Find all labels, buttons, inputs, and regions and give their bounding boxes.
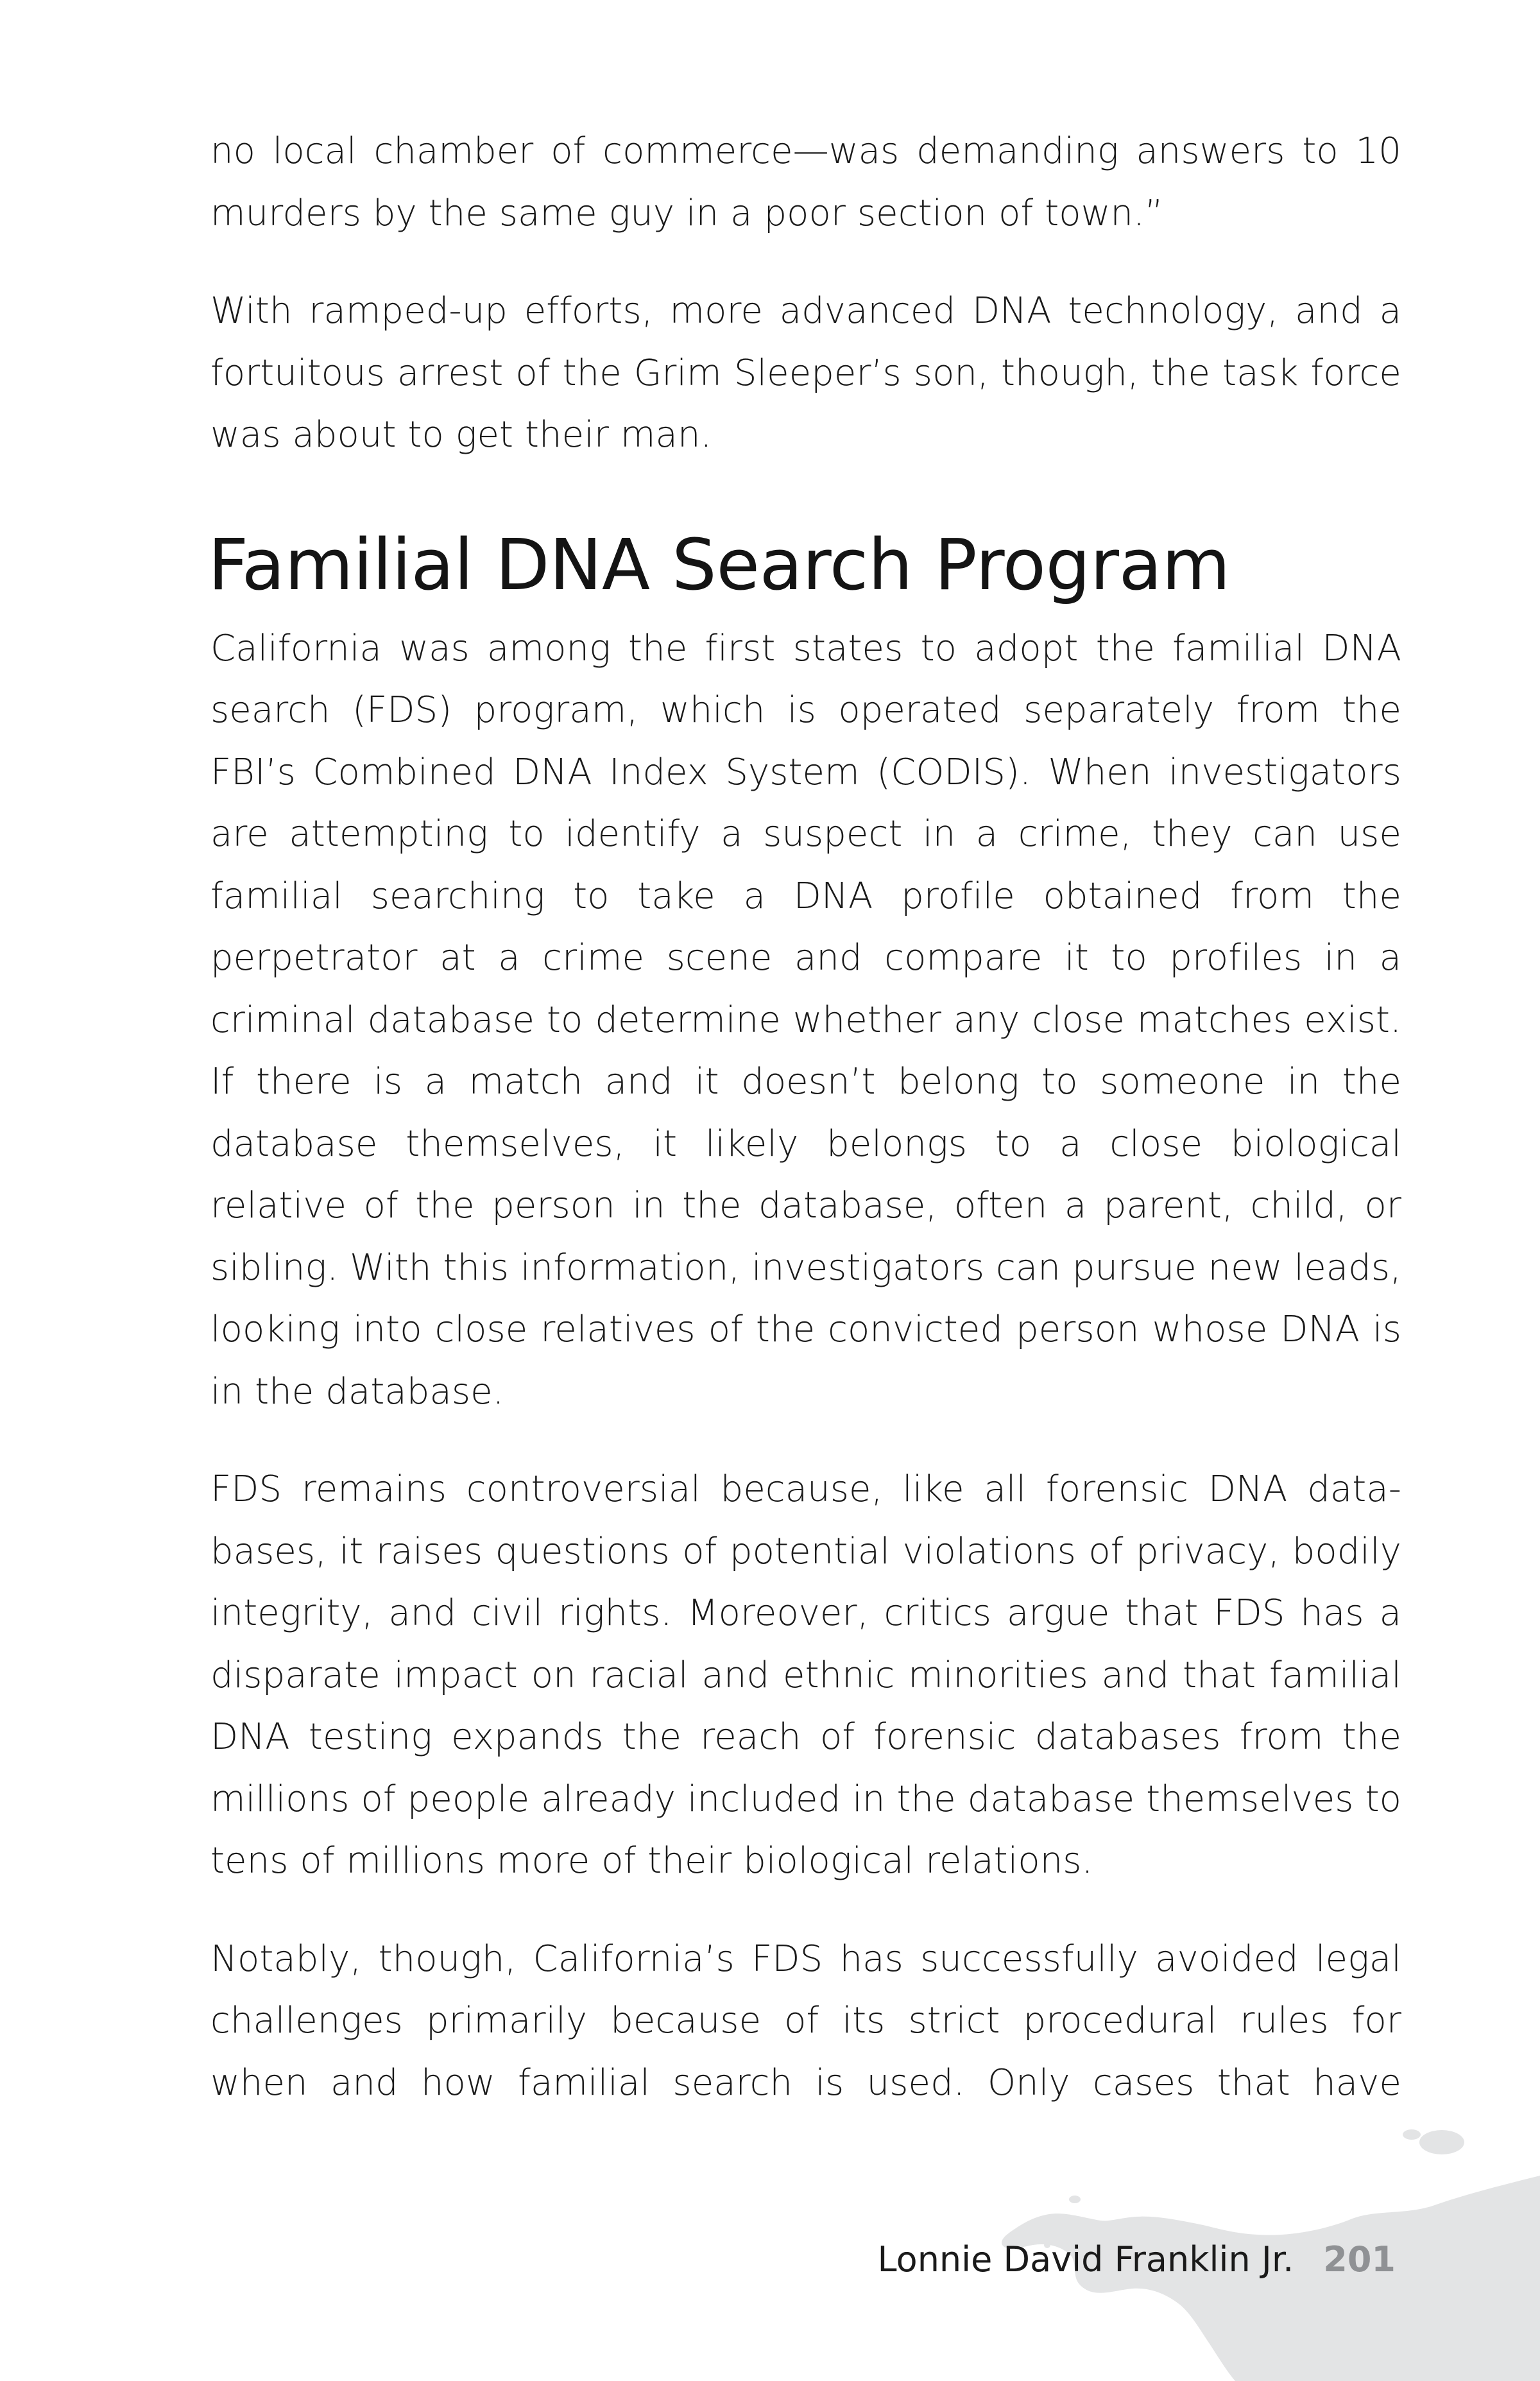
paragraph-continued-quote: no local chamber of commerce—was demanding answers to 10 murders by the same guy in a poor section of town.” bbox=[210, 130, 1401, 234]
paragraph-fds-overview: California was among the first states to adopt the familial DNA search (FDS) program, which is operated separately from the FBI’s Combined DNA Index System (CODIS). When investigators are attempting to identify a suspect in a crime, they can use familial searching to take a DNA profile obtained from the perpetrator at a crime scene and compare it to profiles in a criminal database to determine whether any close matches exist. If there is a match and it doesn’t belong to someone in the database themselves, it likely belongs to a close biological relative of the person in the database, often a parent, child, or sibling. With this information, investigators can pursue new leads, looking into close relatives of the convicted person whose DNA is in the database. bbox=[210, 627, 1401, 1413]
running-title: Lonnie David Franklin Jr. bbox=[877, 2239, 1294, 2280]
paragraph-fds-controversy: FDS remains controversial because, like all forensic DNA databases, it raises questions of potential violations of privacy, bodily integrity, and civil rights. Moreover, critics argue that FDS has a disparate impact on racial and ethnic minorities and that familial DNA testing expands the reach of forensic databases from the millions of people already included in the database themselves to tens of millions more of their biological relations. bbox=[210, 1468, 1401, 1882]
page-footer bbox=[878, 2237, 1396, 2282]
ink-droplet-small bbox=[1069, 2196, 1081, 2203]
paragraph-task-force: With ramped-up efforts, more advanced DNA technology, and a fortuitous arrest of the Grim Sleeper’s son, though, the task force was about to get their man. bbox=[210, 290, 1401, 456]
page-number: 201 bbox=[1323, 2239, 1396, 2280]
body-text-column bbox=[210, 121, 1401, 2150]
ink-droplet-medium bbox=[1403, 2129, 1421, 2140]
ink-droplet-large bbox=[1419, 2130, 1464, 2154]
paragraph-fds-procedural-rules: Notably, though, California’s FDS has successfully avoided legal challenges primarily because of its strict procedural rules for when and how familial search is used. Only cases that have bbox=[210, 1938, 1401, 2104]
section-heading: Familial DNA Search Program bbox=[208, 523, 1231, 606]
